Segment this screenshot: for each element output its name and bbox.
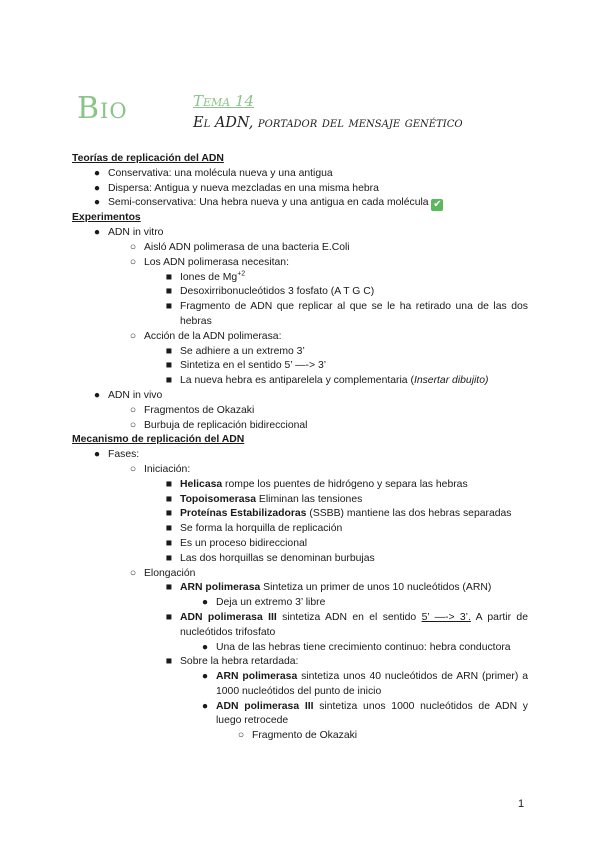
bullet-icon: ● [201,597,209,609]
list-item: ■ Sobre la hebra retardada: [72,655,528,670]
list-item: ● Semi-conservativa: Una hebra nueva y una antigua en cada molécula ✔ [72,196,528,211]
section-title-teorias: Teorías de replicación del ADN [72,153,224,164]
bullet-icon: ● [93,389,101,401]
bullet-icon: ■ [165,493,173,505]
list-item: ● ADN in vivo [72,389,528,404]
bullet-icon: ■ [165,375,173,387]
topic-title: El ADN, portador del mensaje genético [193,115,463,131]
check-mark-icon: ✔ [433,199,442,211]
bullet-icon: ○ [129,330,137,342]
list-item: ■ Se adhiere a un extremo 3’ [72,345,528,360]
list-item: ● Una de las hebras tiene crecimiento continuo: hebra conductora [72,641,528,656]
list-item: ■ Iones de $Mg^{+2}$ [72,271,528,286]
list-item: ○ Los ADN polimerasa necesitan: [72,256,528,271]
list-item: ○ Aisló ADN polimerasa de una bacteria E.Coli [72,241,528,256]
list-item: ● Deja un extremo 3’ libre [72,596,528,611]
bullet-icon: ○ [129,463,137,475]
bullet-icon: ■ [165,508,173,520]
list-item: ● Dispersa: Antigua y nueva mezcladas en una misma hebra [72,182,528,197]
bullet-icon: ■ [165,271,173,283]
list-item: ■ Sintetiza en el sentido 5’ —-> 3’ [72,359,528,374]
bullet-icon: ○ [129,567,137,579]
bullet-icon: ● [93,167,101,179]
list-item: ■ Fragmento de ADN que replicar al que se le ha retirado una de las dos hebras [72,300,528,330]
bullet-icon: ● [201,700,209,712]
bullet-icon: ■ [165,360,173,372]
subject-title: Bio [77,91,128,126]
list-item: ■ Helicasa rompe los puentes de hidrógeno y separa las hebras [72,478,528,493]
list-item: ● ARN polimerasa sintetiza unos 40 nucleótidos de ARN (primer) a 1000 nucleótidos del punto de inicio [72,670,528,700]
list-item: ■ Proteínas Estabilizadoras (SSBB) mantiene las dos hebras separadas [72,507,528,522]
list-item: ● Conservativa: una molécula nueva y una antigua [72,167,528,182]
list-item: ■ ADN polimerasa III sintetiza ADN en el sentido 5’ —-> 3’. A partir de nucleótidos trifosfato [72,611,528,641]
bullet-icon: ○ [237,730,245,742]
list-item: ● ADN polimerasa III sintetiza unos 1000 nucleótidos de ADN y luego retrocede [72,700,528,730]
list-item: ○ Elongación [72,567,528,582]
section-title-experimentos: Experimentos [72,212,141,224]
bullet-icon: ● [93,449,101,461]
bullet-icon: ■ [165,286,173,298]
list-item: ○ Acción de la ADN polimerasa: [72,330,528,345]
list-item: ■ Es un proceso bidireccional [72,537,528,552]
bullet-icon: ■ [165,656,173,668]
page-number: 1 [518,798,525,810]
list-item: ● Fases: [72,448,528,463]
list-item: ■ Se forma la horquilla de replicación [72,522,528,537]
list-item: ■ La nueva hebra es antiparelela y complementaria (Insertar dibujito) [72,374,528,389]
bullet-icon: ○ [129,241,137,253]
bullet-icon: ○ [129,419,137,431]
bullet-icon: ○ [129,256,137,268]
bullet-icon: ■ [165,582,173,594]
bullet-icon: ● [201,671,209,683]
topic-number: Tema 14 [193,92,255,110]
list-item: ● ADN in vitro [72,226,528,241]
bullet-icon: ■ [165,552,173,564]
bullet-icon: ● [201,641,209,653]
bullet-icon: ■ [165,478,173,490]
list-item: ○ Fragmentos de Okazaki [72,404,528,419]
bullet-icon: ● [93,227,101,239]
list-item: ■ ARN polimerasa Sintetiza un primer de unos 10 nucleótidos (ARN) [72,581,528,596]
bullet-icon: ● [93,197,101,209]
bullet-icon: ■ [165,611,173,623]
list-item: ■ Topoisomerasa Eliminan las tensiones [72,493,528,508]
bullet-icon: ■ [165,345,173,357]
bullet-icon: ○ [129,404,137,416]
list-item: ○ Burbuja de replicación bidireccional [72,419,528,434]
document-body [72,152,528,744]
list-item: ○ Iniciación: [72,463,528,478]
bullet-icon: ■ [165,523,173,535]
list-item: ■ Las dos horquillas se denominan burbujas [72,552,528,567]
bullet-icon: ■ [165,301,173,313]
bullet-icon: ● [93,182,101,194]
document-header [77,91,537,146]
bullet-icon: ■ [165,537,173,549]
list-item: ■ Desoxirribonucleótidos 3 fosfato (A T G C) [72,285,528,300]
section-title-mecanismo: Mecanismo de replicación del ADN [72,434,245,446]
list-item: ○ Fragmento de Okazaki [72,729,528,744]
